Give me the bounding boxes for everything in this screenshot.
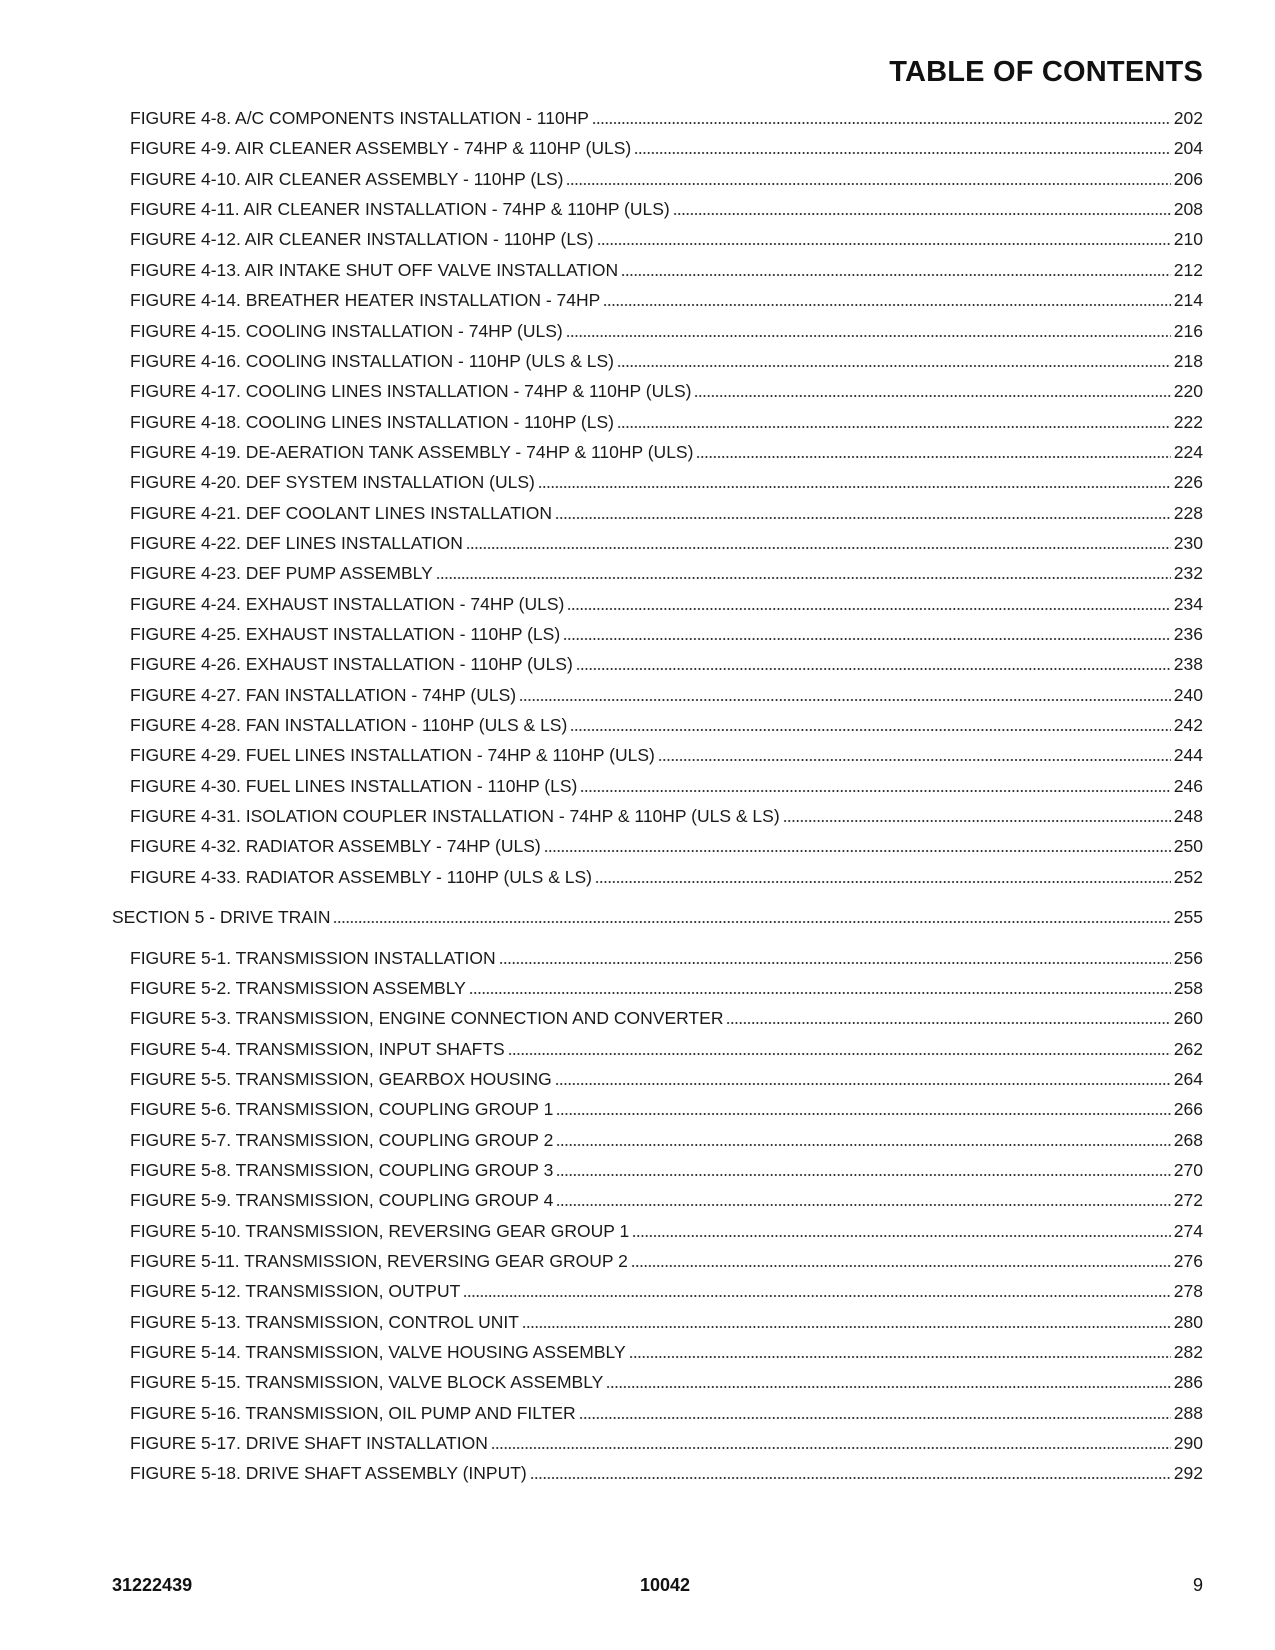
dot-leader bbox=[673, 201, 1171, 215]
toc-entry-page: 264 bbox=[1173, 1068, 1203, 1089]
toc-entry-page: 208 bbox=[1173, 199, 1203, 219]
toc-entry-page: 206 bbox=[1173, 168, 1203, 189]
toc-entry-label: FIGURE 5-6. TRANSMISSION, COUPLING GROUP 1 bbox=[130, 1099, 554, 1120]
toc-entry-label: FIGURE 4-14. BREATHER HEATER INSTALLATION - 74HP bbox=[130, 290, 601, 311]
toc-entry-label: FIGURE 4-24. EXHAUST INSTALLATION - 74HP (ULS) bbox=[130, 593, 565, 614]
dot-leader bbox=[632, 1223, 1171, 1237]
toc-figure-entry[interactable] bbox=[130, 1371, 1203, 1393]
toc-entry-page: 232 bbox=[1173, 563, 1203, 584]
toc-entry-label: FIGURE 4-32. RADIATOR ASSEMBLY - 74HP (ULS) bbox=[130, 836, 541, 857]
toc-entry-label: FIGURE 5-10. TRANSMISSION, REVERSING GEAR GROUP 1 bbox=[130, 1220, 630, 1241]
dot-leader bbox=[499, 950, 1171, 964]
toc-figure-entry[interactable] bbox=[130, 1462, 1203, 1484]
toc-entry-label: FIGURE 5-16. TRANSMISSION, OIL PUMP AND FILTER bbox=[130, 1402, 576, 1423]
toc-figure-entry[interactable] bbox=[130, 1098, 1203, 1120]
toc-entry-label: FIGURE 4-13. AIR INTAKE SHUT OFF VALVE INSTALLATION bbox=[130, 259, 619, 280]
toc-entry-page: 244 bbox=[1173, 745, 1203, 766]
toc-entry-page: 212 bbox=[1173, 259, 1203, 280]
toc-entry-label: FIGURE 4-23. DEF PUMP ASSEMBLY bbox=[130, 563, 433, 584]
dot-leader bbox=[563, 626, 1171, 640]
toc-figure-entry[interactable] bbox=[130, 1311, 1203, 1333]
toc-entry-label: FIGURE 4-19. DE-AERATION TANK ASSEMBLY - 74HP & 110HP (ULS) bbox=[130, 441, 694, 462]
dot-leader bbox=[634, 140, 1171, 154]
dot-leader bbox=[595, 869, 1171, 883]
toc-entry-page: 216 bbox=[1173, 320, 1203, 341]
toc-entry-label: FIGURE 5-4. TRANSMISSION, INPUT SHAFTS bbox=[130, 1038, 505, 1059]
toc-entry-page: 278 bbox=[1173, 1281, 1203, 1302]
toc-entry-label: FIGURE 5-3. TRANSMISSION, ENGINE CONNECTION AND CONVERTER bbox=[130, 1008, 724, 1029]
dot-leader bbox=[555, 505, 1171, 519]
footer-page-number: 9 bbox=[1192, 1575, 1203, 1595]
toc-figure-entry[interactable] bbox=[130, 1280, 1203, 1302]
toc-figure-entry[interactable] bbox=[130, 1129, 1203, 1151]
toc-figure-entry[interactable] bbox=[130, 1189, 1203, 1211]
toc-entry-label: FIGURE 4-25. EXHAUST INSTALLATION - 110HP (LS) bbox=[130, 624, 561, 644]
toc-entry-label: FIGURE 4-11. AIR CLEANER INSTALLATION - 74HP & 110HP (ULS) bbox=[130, 199, 670, 219]
toc-entry-label: FIGURE 4-15. COOLING INSTALLATION - 74HP (ULS) bbox=[130, 320, 563, 341]
dot-leader bbox=[530, 1465, 1171, 1479]
toc-figure-entry[interactable] bbox=[130, 744, 1203, 766]
page-title: TABLE OF CONTENTS bbox=[889, 56, 1203, 88]
toc-entry-page: 236 bbox=[1173, 624, 1203, 644]
toc-figure-entry[interactable] bbox=[130, 1432, 1203, 1454]
toc-figure-entry[interactable] bbox=[130, 259, 1203, 281]
toc-entry-page: 202 bbox=[1173, 108, 1203, 128]
toc-figure-entry[interactable] bbox=[130, 228, 1203, 250]
toc-entry-page: 274 bbox=[1173, 1220, 1203, 1241]
toc-entry-page: 224 bbox=[1173, 441, 1203, 462]
toc-figure-entry[interactable] bbox=[130, 775, 1203, 797]
toc-entry-label: FIGURE 4-30. FUEL LINES INSTALLATION - 110HP (LS) bbox=[130, 775, 578, 796]
toc-entry-label: FIGURE 4-16. COOLING INSTALLATION - 110HP (ULS & LS) bbox=[130, 350, 614, 371]
toc-figure-entry[interactable] bbox=[130, 714, 1203, 736]
toc-figure-entry[interactable] bbox=[130, 502, 1203, 524]
dot-leader bbox=[658, 747, 1171, 761]
toc-entry-page: 242 bbox=[1173, 715, 1203, 735]
dot-leader bbox=[566, 171, 1170, 185]
toc-entry-page: 204 bbox=[1173, 138, 1203, 159]
toc-entry-label: FIGURE 4-26. EXHAUST INSTALLATION - 110HP (ULS) bbox=[130, 654, 573, 675]
toc-figure-entry[interactable] bbox=[130, 1038, 1203, 1060]
dot-leader bbox=[726, 1010, 1170, 1024]
toc-entry-page: 210 bbox=[1173, 229, 1203, 250]
toc-entry-label: FIGURE 5-9. TRANSMISSION, COUPLING GROUP 4 bbox=[130, 1190, 554, 1211]
toc-entry-label: FIGURE 5-17. DRIVE SHAFT INSTALLATION bbox=[130, 1433, 488, 1453]
dot-leader bbox=[597, 231, 1171, 245]
dot-leader bbox=[333, 909, 1170, 923]
toc-entry-label: FIGURE 5-2. TRANSMISSION ASSEMBLY bbox=[130, 977, 466, 998]
dot-leader bbox=[570, 717, 1170, 731]
toc-figure-entry[interactable] bbox=[130, 653, 1203, 675]
toc-entry-label: FIGURE 5-11. TRANSMISSION, REVERSING GEAR GROUP 2 bbox=[130, 1250, 628, 1271]
toc-figure-entry[interactable] bbox=[130, 947, 1203, 969]
dot-leader bbox=[606, 1374, 1171, 1388]
dot-leader bbox=[580, 778, 1170, 792]
toc-entry-page: 260 bbox=[1173, 1008, 1203, 1029]
toc-entry-label: FIGURE 4-21. DEF COOLANT LINES INSTALLATION bbox=[130, 502, 553, 523]
toc-entry-label: FIGURE 5-18. DRIVE SHAFT ASSEMBLY (INPUT) bbox=[130, 1463, 527, 1484]
toc-figure-entry[interactable] bbox=[130, 562, 1203, 584]
toc-entry-label: FIGURE 4-17. COOLING LINES INSTALLATION - 74HP & 110HP (ULS) bbox=[130, 381, 692, 402]
toc-entry-page: 282 bbox=[1173, 1342, 1203, 1362]
toc-figure-entry[interactable] bbox=[130, 320, 1203, 342]
toc-figure-entry[interactable] bbox=[130, 441, 1203, 463]
dot-leader bbox=[463, 1283, 1171, 1297]
dot-leader bbox=[466, 535, 1171, 549]
dot-leader bbox=[556, 1192, 1170, 1206]
dot-leader bbox=[544, 838, 1171, 852]
toc-section-entry[interactable] bbox=[112, 906, 1203, 928]
dot-leader bbox=[783, 808, 1171, 822]
dot-leader bbox=[621, 262, 1171, 276]
toc-entry-page: 256 bbox=[1173, 947, 1203, 968]
dot-leader bbox=[556, 1132, 1170, 1146]
dot-leader bbox=[631, 1253, 1171, 1267]
toc-figure-entry[interactable] bbox=[130, 380, 1203, 402]
toc-entry-page: 214 bbox=[1173, 290, 1203, 311]
dot-leader bbox=[556, 1162, 1170, 1176]
dot-leader bbox=[522, 1314, 1171, 1328]
toc-figure-entry[interactable] bbox=[130, 107, 1203, 129]
toc-figure-entry[interactable] bbox=[130, 137, 1203, 159]
dot-leader bbox=[696, 444, 1170, 458]
toc-entry-page: 280 bbox=[1173, 1311, 1203, 1332]
toc-entry-page: 240 bbox=[1173, 684, 1203, 705]
dot-leader bbox=[508, 1041, 1171, 1055]
toc-entry-label: FIGURE 4-9. AIR CLEANER ASSEMBLY - 74HP & 110HP (ULS) bbox=[130, 138, 632, 159]
toc-entry-page: 286 bbox=[1173, 1372, 1203, 1393]
toc-figure-entry[interactable] bbox=[130, 532, 1203, 554]
toc-figure-entry[interactable] bbox=[130, 289, 1203, 311]
toc-entry-label: FIGURE 5-7. TRANSMISSION, COUPLING GROUP 2 bbox=[130, 1129, 554, 1150]
dot-leader bbox=[519, 687, 1171, 701]
toc-figure-entry[interactable] bbox=[130, 835, 1203, 857]
toc-entry-label: FIGURE 4-10. AIR CLEANER ASSEMBLY - 110HP (LS) bbox=[130, 168, 564, 189]
dot-leader bbox=[629, 1344, 1171, 1358]
toc-entry-page: 218 bbox=[1173, 350, 1203, 371]
toc-figure-entry[interactable] bbox=[130, 866, 1203, 888]
dot-leader bbox=[491, 1435, 1171, 1449]
toc-figure-entry[interactable] bbox=[130, 168, 1203, 190]
toc-entry-label: FIGURE 4-27. FAN INSTALLATION - 74HP (ULS) bbox=[130, 684, 517, 705]
dot-leader bbox=[538, 474, 1171, 488]
dot-leader bbox=[617, 353, 1171, 367]
toc-figure-entry[interactable] bbox=[130, 1159, 1203, 1181]
toc-entry-label: FIGURE 5-1. TRANSMISSION INSTALLATION bbox=[130, 947, 496, 968]
toc-entry-page: 246 bbox=[1173, 775, 1203, 796]
toc-figure-entry[interactable] bbox=[130, 350, 1203, 372]
toc-figure-entry[interactable] bbox=[130, 1220, 1203, 1242]
toc-entry-label: FIGURE 4-22. DEF LINES INSTALLATION bbox=[130, 532, 463, 553]
dot-leader bbox=[555, 1071, 1171, 1085]
toc-figure-entry[interactable] bbox=[130, 805, 1203, 827]
dot-leader bbox=[592, 110, 1171, 124]
toc-entry-page: 255 bbox=[1173, 907, 1203, 928]
toc-entry-page: 228 bbox=[1173, 502, 1203, 523]
toc-entry-page: 248 bbox=[1173, 806, 1203, 827]
toc-entry-label: FIGURE 4-29. FUEL LINES INSTALLATION - 74HP & 110HP (ULS) bbox=[130, 745, 655, 766]
toc-entry-page: 252 bbox=[1173, 866, 1203, 887]
toc-entry-page: 266 bbox=[1173, 1099, 1203, 1120]
toc-figure-entry[interactable] bbox=[130, 977, 1203, 999]
dot-leader bbox=[566, 323, 1171, 337]
toc-entry-label: FIGURE 5-8. TRANSMISSION, COUPLING GROUP 3 bbox=[130, 1159, 554, 1180]
dot-leader bbox=[556, 1101, 1170, 1115]
dot-leader bbox=[436, 565, 1171, 579]
toc-entry-page: 250 bbox=[1173, 836, 1203, 857]
toc-entry-page: 292 bbox=[1173, 1463, 1203, 1484]
footer-center-code: 10042 bbox=[640, 1575, 691, 1595]
toc-entry-label: FIGURE 4-20. DEF SYSTEM INSTALLATION (ULS) bbox=[130, 472, 535, 493]
toc-entry-page: 276 bbox=[1173, 1250, 1203, 1271]
toc-entry-label: SECTION 5 - DRIVE TRAIN bbox=[112, 907, 331, 928]
toc-entry-page: 226 bbox=[1173, 472, 1203, 493]
toc-entry-page: 262 bbox=[1173, 1038, 1203, 1059]
toc-figure-entry[interactable] bbox=[130, 1250, 1203, 1272]
toc-figure-entry[interactable] bbox=[130, 1402, 1203, 1424]
toc-entry-page: 222 bbox=[1173, 411, 1203, 432]
toc-figure-entry[interactable] bbox=[130, 471, 1203, 493]
dot-leader bbox=[579, 1405, 1171, 1419]
toc-entry-label: FIGURE 4-33. RADIATOR ASSEMBLY - 110HP (ULS & LS) bbox=[130, 866, 592, 887]
toc-figure-entry[interactable] bbox=[130, 623, 1203, 645]
toc-figure-entry[interactable] bbox=[130, 593, 1203, 615]
toc-entry-page: 230 bbox=[1173, 532, 1203, 553]
toc-entry-page: 258 bbox=[1173, 977, 1203, 998]
toc-figure-entry[interactable] bbox=[130, 198, 1203, 220]
toc-entry-label: FIGURE 4-28. FAN INSTALLATION - 110HP (ULS & LS) bbox=[130, 715, 568, 735]
toc-entry-label: FIGURE 4-31. ISOLATION COUPLER INSTALLATION - 74HP & 110HP (ULS & LS) bbox=[130, 806, 780, 827]
toc-entry-page: 288 bbox=[1173, 1402, 1203, 1423]
toc-entry-label: FIGURE 5-13. TRANSMISSION, CONTROL UNIT bbox=[130, 1311, 519, 1332]
dot-leader bbox=[469, 980, 1171, 994]
toc-entry-page: 234 bbox=[1173, 593, 1203, 614]
dot-leader bbox=[567, 596, 1170, 610]
dot-leader bbox=[576, 656, 1171, 670]
toc-entry-label: FIGURE 5-15. TRANSMISSION, VALVE BLOCK ASSEMBLY bbox=[130, 1372, 604, 1393]
footer-doc-number: 31222439 bbox=[112, 1575, 193, 1595]
toc-entry-label: FIGURE 4-18. COOLING LINES INSTALLATION - 110HP (LS) bbox=[130, 411, 614, 432]
toc-figure-entry[interactable] bbox=[130, 1007, 1203, 1029]
toc-entry-label: FIGURE 5-14. TRANSMISSION, VALVE HOUSING ASSEMBLY bbox=[130, 1342, 626, 1362]
toc-entry-label: FIGURE 4-8. A/C COMPONENTS INSTALLATION - 110HP bbox=[130, 108, 589, 128]
toc-figure-entry[interactable] bbox=[130, 1341, 1203, 1363]
toc-entry-page: 270 bbox=[1173, 1159, 1203, 1180]
toc-entry-page: 290 bbox=[1173, 1433, 1203, 1453]
toc-entry-page: 238 bbox=[1173, 654, 1203, 675]
toc-entry-page: 220 bbox=[1173, 381, 1203, 402]
dot-leader bbox=[694, 383, 1170, 397]
toc-entry-label: FIGURE 4-12. AIR CLEANER INSTALLATION - 110HP (LS) bbox=[130, 229, 594, 250]
toc-figure-entry[interactable] bbox=[130, 411, 1203, 433]
dot-leader bbox=[617, 414, 1171, 428]
toc-entry-page: 268 bbox=[1173, 1129, 1203, 1150]
dot-leader bbox=[603, 292, 1170, 306]
toc-figure-entry[interactable] bbox=[130, 1068, 1203, 1090]
toc-entry-label: FIGURE 5-12. TRANSMISSION, OUTPUT bbox=[130, 1281, 461, 1302]
toc-entry-label: FIGURE 5-5. TRANSMISSION, GEARBOX HOUSING bbox=[130, 1068, 552, 1089]
toc-entry-page: 272 bbox=[1173, 1190, 1203, 1211]
toc-figure-entry[interactable] bbox=[130, 684, 1203, 706]
